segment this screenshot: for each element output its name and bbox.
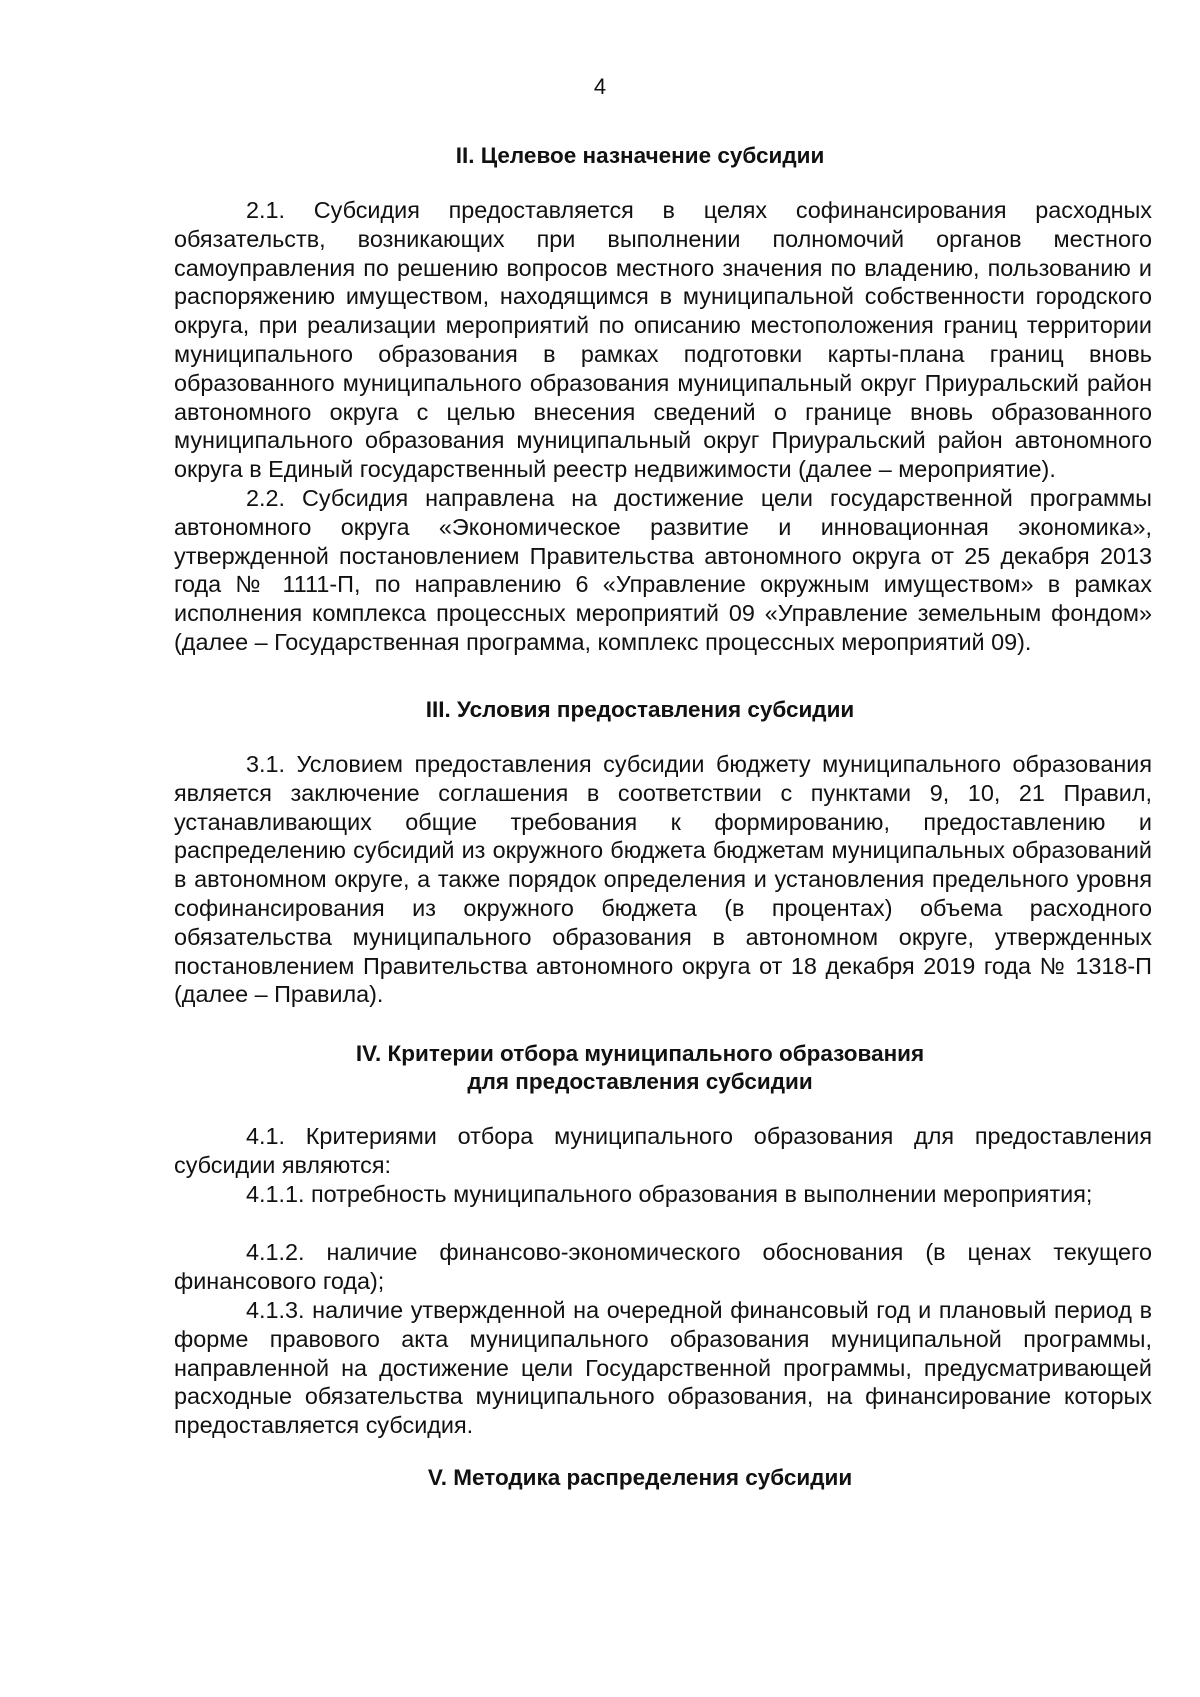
paragraph-4-1-2 xyxy=(174,1238,1152,1296)
paragraph-4-1-2-text: 4.1.2. наличие финансово-экономического обоснования (в ценах текущего финансового года); xyxy=(174,1239,1152,1294)
section-4-heading-line-1: IV. Критерии отбора муниципального образования xyxy=(355,1041,925,1066)
paragraph-4-1-1-text: 4.1.1. потребность муниципального образования в выполнении мероприятия; xyxy=(246,1181,1093,1207)
paragraph-3-1 xyxy=(174,750,1152,1009)
paragraph-4-1-3-text: 4.1.3. наличие утвержденной на очередной финансовый год и плановый период в форме правового акта муниципального образования муниципальной программы, направленной на достижение цели Государственной программы, предусматривающей расходные обязательства муниципального образования, на финансирование которых предоставляется субсидия. xyxy=(174,1297,1152,1439)
paragraph-2-1 xyxy=(174,196,1152,484)
section-3-heading: III. Условия предоставления субсидии xyxy=(425,697,855,722)
paragraph-4-1-1 xyxy=(174,1180,1152,1209)
section-4-heading-line-2: для предоставления субсидии xyxy=(467,1069,813,1094)
paragraph-4-1-text: 4.1. Критериями отбора муниципального образования для предоставления субсидии являются: xyxy=(174,1123,1152,1178)
paragraph-4-1 xyxy=(174,1122,1152,1180)
paragraph-4-1-3 xyxy=(174,1296,1152,1440)
paragraph-3-1-text: 3.1. Условием предоставления субсидии бюджету муниципального образования является заключение соглашения в соответствии с пунктами 9, 10, 21 Правил, устанавливающих общие требования к формированию, предоставлению и распределению субсидий из окружного бюджета бюджетам муниципальных образований в автономном округе, а также порядок определения и установления предельного уровня софинансирования из окружного бюджета (в процентах) объема расходного обязательства муниципального образования в автономном округе, утвержденных постановлением Правительства автономного округа от 18 декабря 2019 года № 1318-П (далее – Правила). xyxy=(174,751,1152,1008)
paragraph-2-2-text: 2.2. Субсидия направлена на достижение цели государственной программы автономного округа «Экономическое развитие и инновационная экономика», утвержденной постановлением Правительства автономного округа от 25 декабря 2013 года № 1111-П, по направлению 6 «Управление окружным имуществом» в рамках исполнения комплекса процессных мероприятий 09 «Управление земельным фондом» (далее – Государственная программа, комплекс процессных мероприятий 09). xyxy=(174,485,1152,655)
section-2-heading: II. Целевое назначение субсидии xyxy=(455,143,825,168)
page-number: 4 xyxy=(593,74,607,99)
section-5-heading: V. Методика распределения субсидии xyxy=(427,1465,853,1490)
paragraph-2-2 xyxy=(174,484,1152,657)
paragraph-2-1-text: 2.1. Субсидия предоставляется в целях софинансирования расходных обязательств, возникающих при выполнении полномочий органов местного самоуправления по решению вопросов местного значения по владению, пользованию и распоряжению имуществом, находящимся в муниципальной собственности городского округа, при реализации мероприятий по описанию местоположения границ территории муниципального образования в рамках подготовки карты-плана границ вновь образованного муниципального образования муниципальный округ Приуральский район автономного округа с целью внесения сведений о границе вновь образованного муниципального образования муниципальный округ Приуральский район автономного округа в Единый государственный реестр недвижимости (далее – мероприятие). xyxy=(174,197,1152,483)
